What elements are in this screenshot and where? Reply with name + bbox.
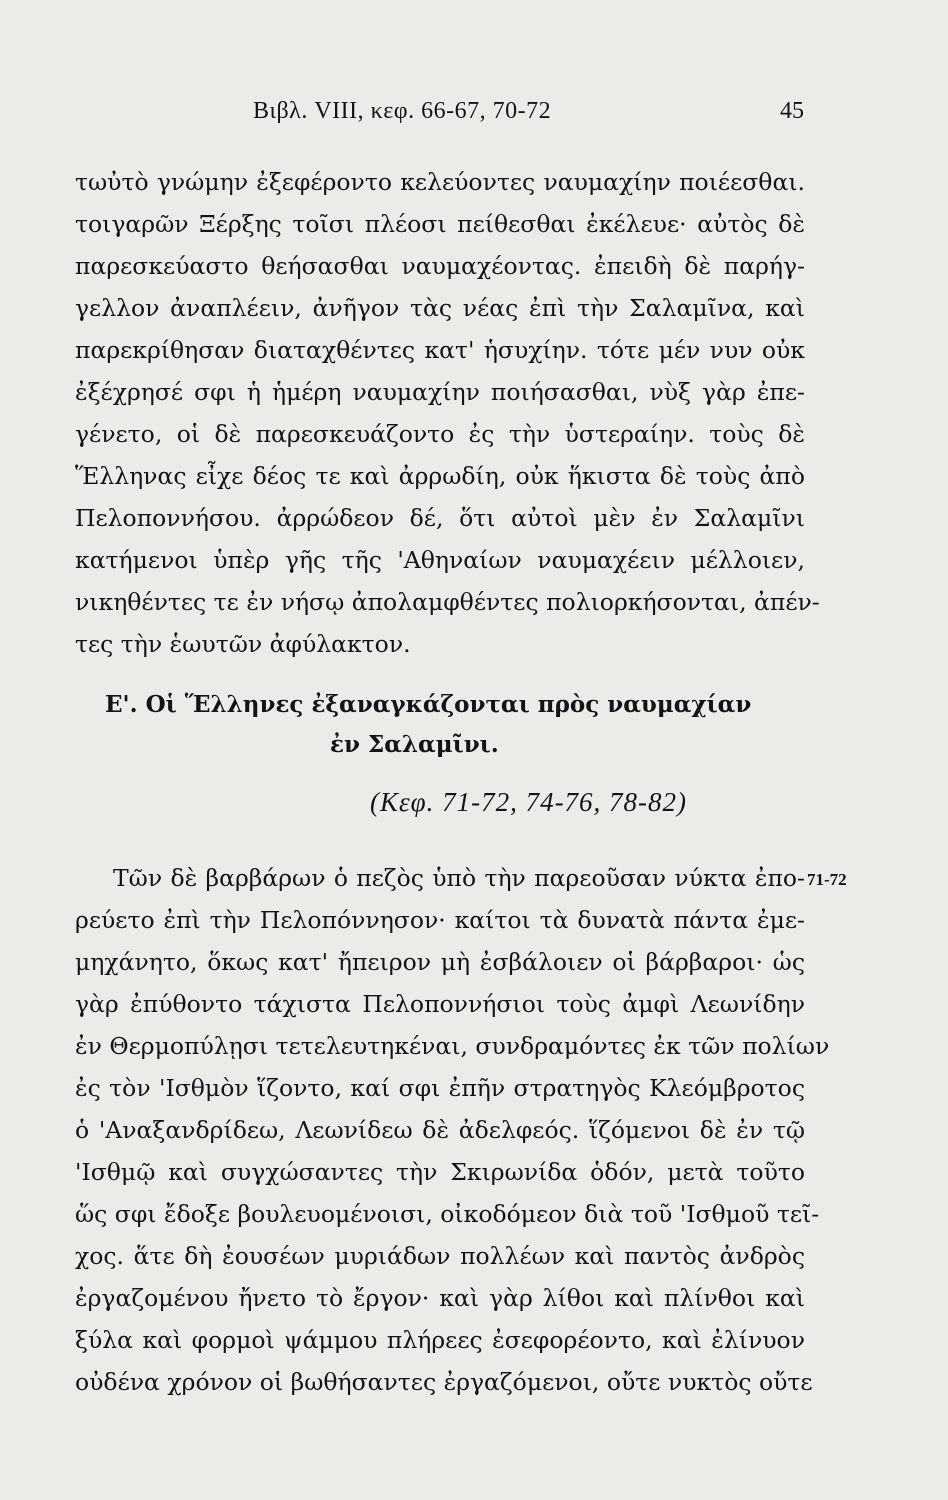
text-line: ξύλα καὶ φορμοὶ ψάμμου πλήρεες ἐσεφορέοντο, καὶ ἐλίνυον <box>75 1326 805 1354</box>
text-line: Ἕλληνας εἶχε δέος τε καὶ ἀρρωδίη, οὐκ ἥκιστα δὲ τοὺς ἀπὸ <box>75 462 805 490</box>
page-number: 45 <box>780 98 804 124</box>
text-line: γὰρ ἐπύθοντο τάχιστα Πελοποννήσιοι τοὺς ἀμφὶ Λεωνίδην <box>75 990 805 1018</box>
text-line: Τῶν δὲ βαρβάρων ὁ πεζὸς ὑπὸ τὴν παρεοῦσαν νύκτα ἐπο- <box>113 864 805 892</box>
text-line: τες τὴν ἑωυτῶν ἀφύλακτον. <box>75 630 411 658</box>
text-line: τωὐτὸ γνώμην ἐξεφέροντο κελεύοντες ναυμαχίην ποιέεσθαι. <box>75 168 805 196</box>
text-line: νικηθέντες τε ἐν νήσῳ ἀπολαμφθέντες πολιορκήσονται, ἀπέν- <box>75 588 820 616</box>
text-line: παρεκρίθησαν διαταχθέντες κατ' ἡσυχίην. τότε μέν νυν οὐκ <box>75 336 805 364</box>
text-line: παρεσκεύαστο θεήσασθαι ναυμαχέοντας. ἐπειδὴ δὲ παρήγ- <box>75 252 805 280</box>
text-line: οὐδένα χρόνον οἱ βωθήσαντες ἐργαζόμενοι, οὔτε νυκτὸς οὔτε <box>75 1368 813 1396</box>
text-line: ἐξέχρησέ σφι ἡ ἡμέρη ναυμαχίην ποιήσασθαι, νὺξ γὰρ ἐπε- <box>75 378 805 406</box>
text-line: ἐργαζομένου ἤνετο τὸ ἔργον· καὶ γὰρ λίθοι καὶ πλίνθοι καὶ <box>75 1284 805 1312</box>
text-line: χος. ἅτε δὴ ἐουσέων μυριάδων πολλέων καὶ παντὸς ἀνδρὸς <box>75 1242 805 1270</box>
text-line: τοιγαρῶν Ξέρξης τοῖσι πλέοσι πείθεσθαι ἐκέλευε· αὐτὸς δὲ <box>75 210 805 238</box>
text-line: κατήμενοι ὑπὲρ γῆς τῆς 'Αθηναίων ναυμαχέειν μέλλοιεν, <box>75 546 805 574</box>
text-line: γένετο, οἱ δὲ παρεσκευάζοντο ἐς τὴν ὑστεραίην. τοὺς δὲ <box>75 420 805 448</box>
text-line: ὁ 'Αναξανδρίδεω, Λεωνίδεω δὲ ἀδελφεός. ἵζόμενοι δὲ ἐν τῷ <box>75 1116 805 1144</box>
text-line: μηχάνητο, ὅκως κατ' ἤπειρον μὴ ἐσβάλοιεν οἱ βάρβαροι· ὡς <box>75 948 805 976</box>
running-head: Βιβλ. VIII, κεφ. 66-67, 70-72 <box>253 98 552 124</box>
text-line: Πελοποννήσου. ἀρρώδεον δέ, ὅτι αὐτοὶ μὲν ἐν Σαλαμῖνι <box>75 504 805 532</box>
text-line: ὥς σφι ἔδοξε βουλευομένοισι, οἰκοδόμεον διὰ τοῦ 'Ισθμοῦ τεῖ- <box>75 1200 820 1228</box>
text-line: ρεύετο ἐπὶ τὴν Πελοπόννησον· καίτοι τὰ δυνατὰ πάντα ἐμε- <box>75 906 805 934</box>
paragraph-continuation <box>75 161 820 665</box>
text-line: ἐν Θερμοπύλῃσι τετελευτηκέναι, συνδραμόντες ἐκ τῶν πολίων <box>75 1032 830 1060</box>
margin-chapter-note: 71-72 <box>807 870 847 889</box>
section-heading <box>105 685 825 765</box>
section-heading-line: ἐν Σαλαμῖνι. <box>330 731 499 758</box>
text-line: ἐς τὸν 'Ισθμὸν ἵζοντο, καί σφι ἐπῆν στρατηγὸς Κλεόμβροτος <box>75 1074 805 1102</box>
section-heading-line: Ε'. Οἱ Ἕλληνες ἐξαναγκάζονται πρὸς ναυμαχίαν <box>105 691 752 718</box>
text-line: 'Ισθμῷ καὶ συγχώσαντες τὴν Σκιρωνίδα ὁδόν, μετὰ τοῦτο <box>75 1158 805 1186</box>
text-line: γελλον ἀναπλέειν, ἀνῆγον τὰς νέας ἐπὶ τὴν Σαλαμῖνα, καὶ <box>75 294 805 322</box>
chapter-citation: (Κεφ. 71-72, 74-76, 78-82) <box>370 787 688 817</box>
